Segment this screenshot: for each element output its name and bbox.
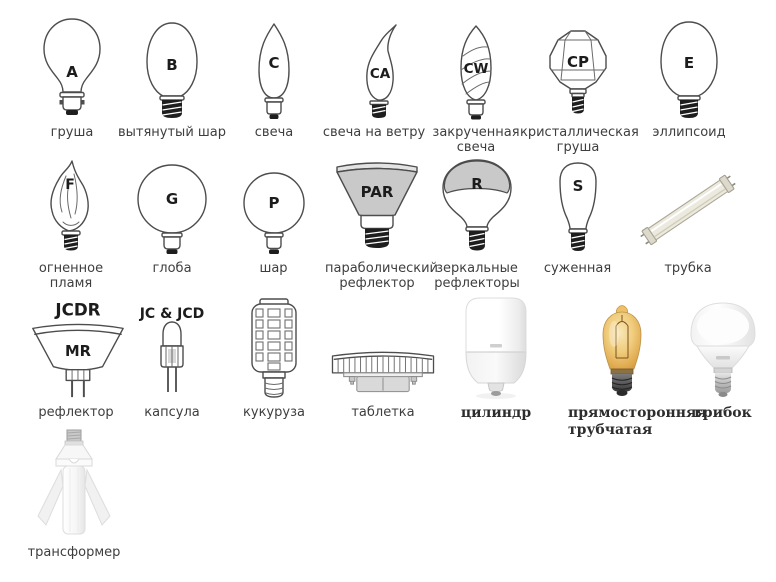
candle-bulb-icon (244, 20, 304, 120)
item-corn (224, 298, 324, 420)
flame-bulb-icon (36, 158, 106, 256)
pear-bulb-icon (33, 16, 111, 120)
item-label: огненное пламя (38, 261, 104, 292)
code-letter: P (268, 194, 279, 212)
item-gx53-puck (325, 298, 441, 420)
item-tube (633, 156, 743, 276)
item-st64-tubular (552, 298, 707, 438)
item-label: эллипсоид (652, 125, 726, 140)
item-tapered (530, 156, 625, 276)
item-mushroom (677, 298, 769, 422)
twisted-candle-bulb-icon (441, 22, 511, 120)
item-ellipsoid (637, 4, 741, 140)
tube-lamp-icon (633, 160, 743, 256)
code-letter: JCDR (55, 300, 101, 320)
item-globe (122, 156, 222, 276)
code-letter: A (66, 63, 78, 81)
code-letter: B (166, 56, 178, 74)
code-letter: JC & JCD (139, 306, 205, 322)
item-cylinder (444, 298, 548, 422)
item-label: кристаллическая груша (520, 125, 639, 156)
item-label: свеча на ветру (322, 125, 426, 140)
item-label: рефлектор (38, 405, 114, 420)
code-letter: S (572, 177, 583, 195)
brand-mark (716, 356, 730, 360)
code-letter: CP (566, 53, 590, 71)
mr16-spot-icon (21, 298, 131, 400)
code-letter: PAR (360, 183, 394, 201)
item-label: цилиндр (460, 405, 532, 421)
item-par-reflector (325, 156, 438, 292)
item-label: прямосторонняя трубчатая (568, 405, 707, 438)
item-candle (229, 4, 319, 140)
item-label: таблетка (351, 405, 415, 420)
brand-mark (490, 344, 502, 348)
item-mr16-reflector (21, 298, 131, 420)
oval-bulb-icon (133, 20, 211, 120)
item-bent-candle (319, 4, 429, 140)
item-label: капсула (144, 405, 200, 420)
edison-st64-icon (582, 302, 662, 400)
item-elongated (117, 4, 227, 140)
sphere-bulb-icon (236, 170, 312, 256)
code-letter: E (683, 54, 695, 72)
globe-bulb-icon (132, 162, 212, 256)
cylinder-bulb-icon (450, 294, 542, 400)
par-bulb-icon (331, 158, 423, 256)
mushroom-bulb-icon (683, 298, 763, 400)
item-label: шар (259, 261, 288, 276)
item-label: грибок (694, 405, 752, 421)
tapered-bulb-icon (542, 160, 614, 256)
inner-code-letter: MR (64, 342, 91, 360)
item-label: кукуруза (243, 405, 305, 420)
item-label: суженная (543, 261, 612, 276)
item-label: свеча (254, 125, 294, 140)
gx53-puck-icon (325, 342, 441, 400)
ellipsoid-bulb-icon (650, 18, 728, 120)
item-flame (26, 156, 116, 292)
item-label: зеркальные рефлекторы (434, 261, 520, 292)
code-letter: CA (369, 66, 391, 82)
item-label: закрученная свеча (432, 125, 520, 156)
item-label: параболический рефлектор (325, 261, 438, 292)
crystal-bulb-icon (535, 26, 621, 120)
item-crystal-pear (520, 4, 639, 156)
bent-candle-bulb-icon (339, 22, 409, 120)
item-pear (22, 4, 122, 140)
item-sphere (226, 156, 321, 276)
transformer-bulb-icon (16, 428, 132, 540)
item-transformer (10, 426, 138, 560)
item-label: трубка (664, 261, 712, 276)
code-letter: F (65, 177, 75, 193)
item-capsule (122, 298, 222, 420)
item-label: трансформер (27, 545, 121, 560)
mirror-reflector-bulb-icon (431, 158, 523, 256)
corn-bulb-icon (232, 298, 316, 400)
code-letter: C (268, 54, 280, 72)
item-label: груша (50, 125, 94, 140)
capsule-bulb-icon (126, 300, 218, 400)
code-letter: G (165, 190, 179, 208)
item-label: вытянутый шар (117, 125, 227, 140)
item-mirror-reflector (429, 156, 525, 292)
code-letter: R (471, 175, 483, 193)
code-letter: CW (463, 61, 489, 77)
item-label: глоба (152, 261, 192, 276)
item-twisted-candle (424, 4, 528, 156)
